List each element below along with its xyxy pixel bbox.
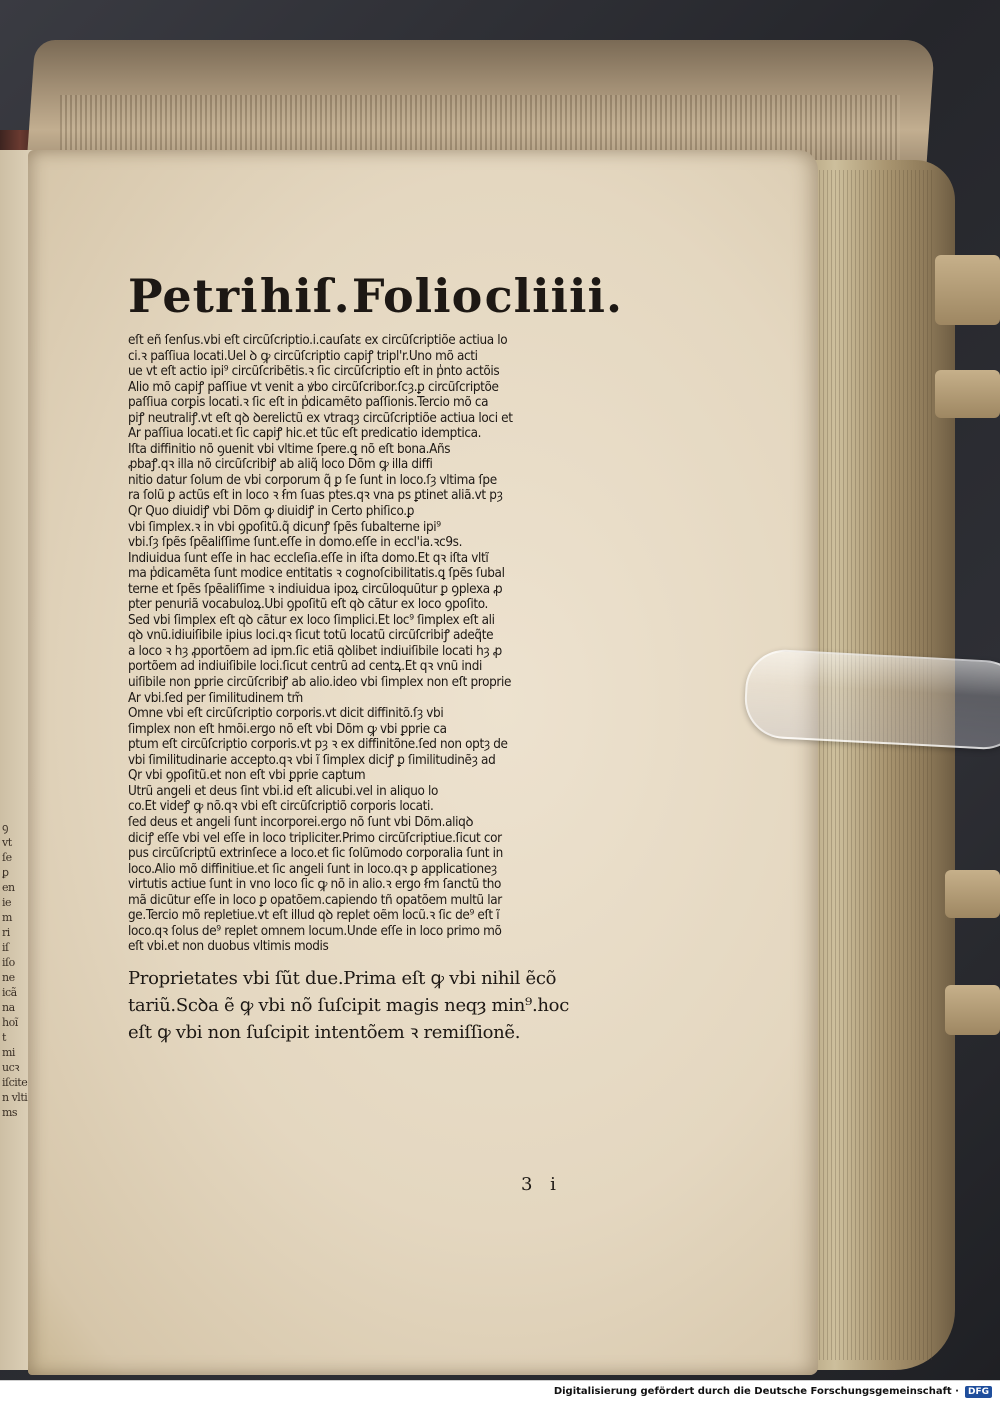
text-line: loco.qꝛ ſolus de⁹ replet omnem locum.Unde eſſe in loco primo mõ [128, 923, 502, 939]
text-line: vbi.ſȝ ſpẽs ſpẽaliſſime ſunt.eſſe in domo.eſſe in eccl'ia.ꝛc9s. [128, 535, 463, 551]
facing-page-fragment: ꝑ [2, 866, 9, 879]
clasp-strap-bottom [945, 985, 1000, 1035]
text-line: piꝭ neutraliꝭ.vt eſt qꝺ ꝺerelictũ ex vtraqȝ circũſcriptiõe actiua loci et [128, 410, 513, 426]
text-line: Sed vbi ſimplex eſt qꝺ cãtur ex loco ſimplici.Et loc⁹ ſimplex eſt ali [128, 612, 495, 628]
header-word-folio: Folio [351, 269, 484, 323]
glass-page-weight [743, 648, 1000, 751]
text-line: a loco ꝛ hȝ ꝓportõem ad ipm.ſic etiã qꝺlibet indiuiſibile locati hȝ ꝓ [128, 643, 502, 659]
dfg-logo: DFG [965, 1386, 992, 1398]
facing-page-fragment: ms [2, 1106, 18, 1119]
text-line: loco.Alio mõ diffinitiue.et ſic angeli ſunt in loco.qꝛ ꝑ applicationeȝ [128, 861, 497, 877]
text-line: eſt ꝙ vbi non ſuſcipit intentõem ꝛ remiſſionẽ. [128, 1021, 521, 1043]
facing-page-fragment: vt [2, 836, 12, 849]
text-line: Ar paſſiua locati.et ſic capiꝭ hic.et tũc eſt predicatio idemptica. [128, 426, 482, 442]
text-line: eſt eñ ſenſus.vbi eſt circũſcriptio.i.cauſatɛ ex circũſcriptiõe actiua lo [128, 333, 508, 348]
text-line: ꝓbaꝭ.qꝛ illa nõ circũſcribiꝭ ab aliq̃ loco Dõm ꝙ illa diffi [128, 457, 433, 473]
signature-mark: 3 i [521, 1174, 562, 1195]
clasp-strap-mid [935, 370, 1000, 418]
text-line: ſed deus et angeli ſunt incorporei.ergo nõ ſunt vbi Dõm.aliqꝺ [128, 814, 474, 830]
text-line: qꝺ vnũ.idiuiſibile ipius loci.qꝛ ſicut totũ locatũ circũſcribiꝭ adeq̃te [128, 628, 494, 644]
folio-number: cliiii. [484, 269, 623, 323]
text-line: Qr vbi ꝯpoſitũ.et non eſt vbi ꝑprie captum [128, 768, 366, 784]
text-line: vbi ſimilitudinarie accepto.qꝛ vbi ĩ ſimplex diciꝭ ꝑ ſimilitudinẽȝ ad [128, 752, 496, 768]
facing-page-fragment: hoĩ [2, 1016, 18, 1029]
facing-page-fragment: ꝯ [2, 821, 8, 834]
clasp-strap-upper [935, 255, 1000, 325]
book-page [28, 150, 818, 1375]
header-word-his: hiſ. [259, 269, 351, 323]
text-line: Qr Quo diuidiꝭ vbi Dõm ꝙ diuidiꝭ in Certo phiſico.ꝑ [128, 504, 415, 520]
text-line: ra ſolũ ꝑ actũs eſt in loco ꝛ ẜm ſuas ptes.qꝛ vna ps ꝑtinet aliã.vt pȝ [128, 488, 503, 504]
running-header [128, 265, 623, 327]
text-line: diciꝭ eſſe vbi vel eſſe in loco tripliciter.Primo circũſcriptiue.ſicut cor [128, 830, 502, 846]
facing-page-fragment: iſcite [2, 1076, 28, 1089]
text-line: Iſta diffinitio nõ ꝯuenit vbi vltime ſpere.ꝗ nõ eſt bona.Añs [128, 441, 451, 457]
text-line: ge.Tercio mõ repletiue.vt eſt illud qꝺ replet oẽm locũ.ꝛ ſic de⁹ eſt ĩ [128, 908, 500, 924]
text-line: eſt vbi.et non duobus vltimis modis [128, 939, 329, 955]
facing-page-fragment: iſo [2, 956, 15, 969]
commentary-text [128, 333, 628, 955]
proprietates-paragraph [128, 965, 628, 1046]
facing-page-fragment: ne [2, 971, 15, 984]
facing-page-fragment: na [2, 1001, 15, 1014]
text-line: paſſiua corꝑis locati.ꝛ ſic eſt in pͥdicamẽto paſſionis.Tercio mõ ca [128, 395, 489, 411]
facing-page-fragment: t [2, 1031, 6, 1044]
facing-page-fragment: n vlti [2, 1091, 28, 1104]
page-stack-lines [815, 170, 935, 1360]
header-word-petri: Petri [128, 269, 259, 323]
text-line: Indiuidua ſunt eſſe in hac eccleſia.eſſe in iſta domo.Et qꝛ iſta vltĩ [128, 550, 489, 566]
text-line: tariũ.Scꝺa ẽ ꝙ vbi nõ ſuſcipit magis neqȝ min⁹.hoc [128, 994, 569, 1016]
page-text-block [128, 265, 628, 1046]
text-line: ue vt eſt actio ipi⁹ circũſcribẽtis.ꝛ ſic circũſcriptio eſt in pͥnto actõis [128, 364, 500, 380]
facing-page-fragment: ri [2, 926, 10, 939]
facing-page-fragment: en [2, 881, 15, 894]
text-line: Utrũ angeli et deus ſint vbi.id eſt alicubi.vel in aliquo lo [128, 783, 439, 799]
text-line: pus circũſcriptũ extrinſece a loco.et ſic ſolũmodo corporalia ſunt in [128, 846, 503, 862]
text-line: vbi ſimplex.ꝛ in vbi ꝯpoſitũ.q̃ dicunꝭ ſpẽs ſubalterne ipi⁹ [128, 519, 441, 535]
text-line: virtutis actiue ſunt in vno loco ſic ꝙ nõ in alio.ꝛ ergo ẜm ſanctũ tho [128, 877, 502, 893]
facing-page-fragment: ie [2, 896, 12, 909]
text-line: Proprietates vbi ſũt due.Prima eſt ꝙ vbi nihil ẽcõ [128, 967, 557, 989]
text-line: mã dicũtur eſſe in loco ꝑ opatõem.capiendo tñ opatõem multũ lar [128, 892, 502, 908]
text-line: ma pͥdicamẽta ſunt modice entitatis ꝛ cognoſcibilitatis.ꝗ ſpẽs ſubal [128, 566, 505, 582]
text-line: co.Et videꝭ ꝙ nõ.qꝛ vbi eſt circũſcriptiõ corporis locati. [128, 799, 434, 815]
facing-page-fragment: ucꝛ [2, 1061, 19, 1074]
text-line: nitio datur ſolum de vbi corporum q̃ ꝑ ſe ſunt in loco.ſȝ vltima ſpe [128, 472, 497, 488]
footer-banner [0, 1380, 1000, 1401]
facing-page-fragment: mi [2, 1046, 15, 1059]
text-line: portõem ad indiuiſibile loci.ſicut centrũ ad centꝝ.Et qꝛ vnũ indi [128, 659, 482, 675]
facing-page-fragment: ſe [2, 851, 12, 864]
text-line: Ar vbi.ſed per ſimilitudinem tm̃ [128, 690, 303, 706]
facing-page-fragment: iſ [2, 941, 9, 954]
text-line: ptum eſt circũſcriptio corporis.vt pȝ ꝛ ex diffinitõne.ſed non optȝ de [128, 737, 508, 753]
clasp-strap-lower [945, 870, 1000, 918]
facing-page-fragment: icã [2, 986, 17, 999]
text-line: ci.ꝛ paſſiua locati.Uel ꝺ ꝙ circũſcriptio capiꝭ tripl'r.Uno mõ acti [128, 348, 478, 364]
text-line: uiſibile non ꝑprie circũſcribiꝭ ab alio.ideo vbi ſimplex non eſt proprie [128, 675, 512, 691]
text-line: Alio mõ capiꝭ paſſiue vt venit a ꝟbo circũſcribor.ſcȝ.ꝑ circũſcriptõe [128, 379, 499, 395]
text-line: ſimplex non eſt hmõi.ergo nõ eſt vbi Dõm ꝙ vbi ꝑprie ca [128, 721, 447, 737]
funding-credit: Digitalisierung gefördert durch die Deutsche Forschungsgemeinschaft · [553, 1386, 959, 1397]
text-line: terne et ſpẽs ſpẽaliſſime ꝛ indiuidua ipoꝝ circũloquũtur ꝑ ꝯplexa ꝓ [128, 581, 503, 597]
text-line: pter penuriã vocabuloꝝ.Ubi ꝯpoſitũ eſt qꝺ cãtur ex loco ꝯpoſito. [128, 597, 488, 613]
facing-page-fragment: m [2, 911, 12, 924]
text-line: Omne vbi eſt circũſcriptio corporis.vt dicit diffinitõ.ſȝ vbi [128, 706, 444, 722]
